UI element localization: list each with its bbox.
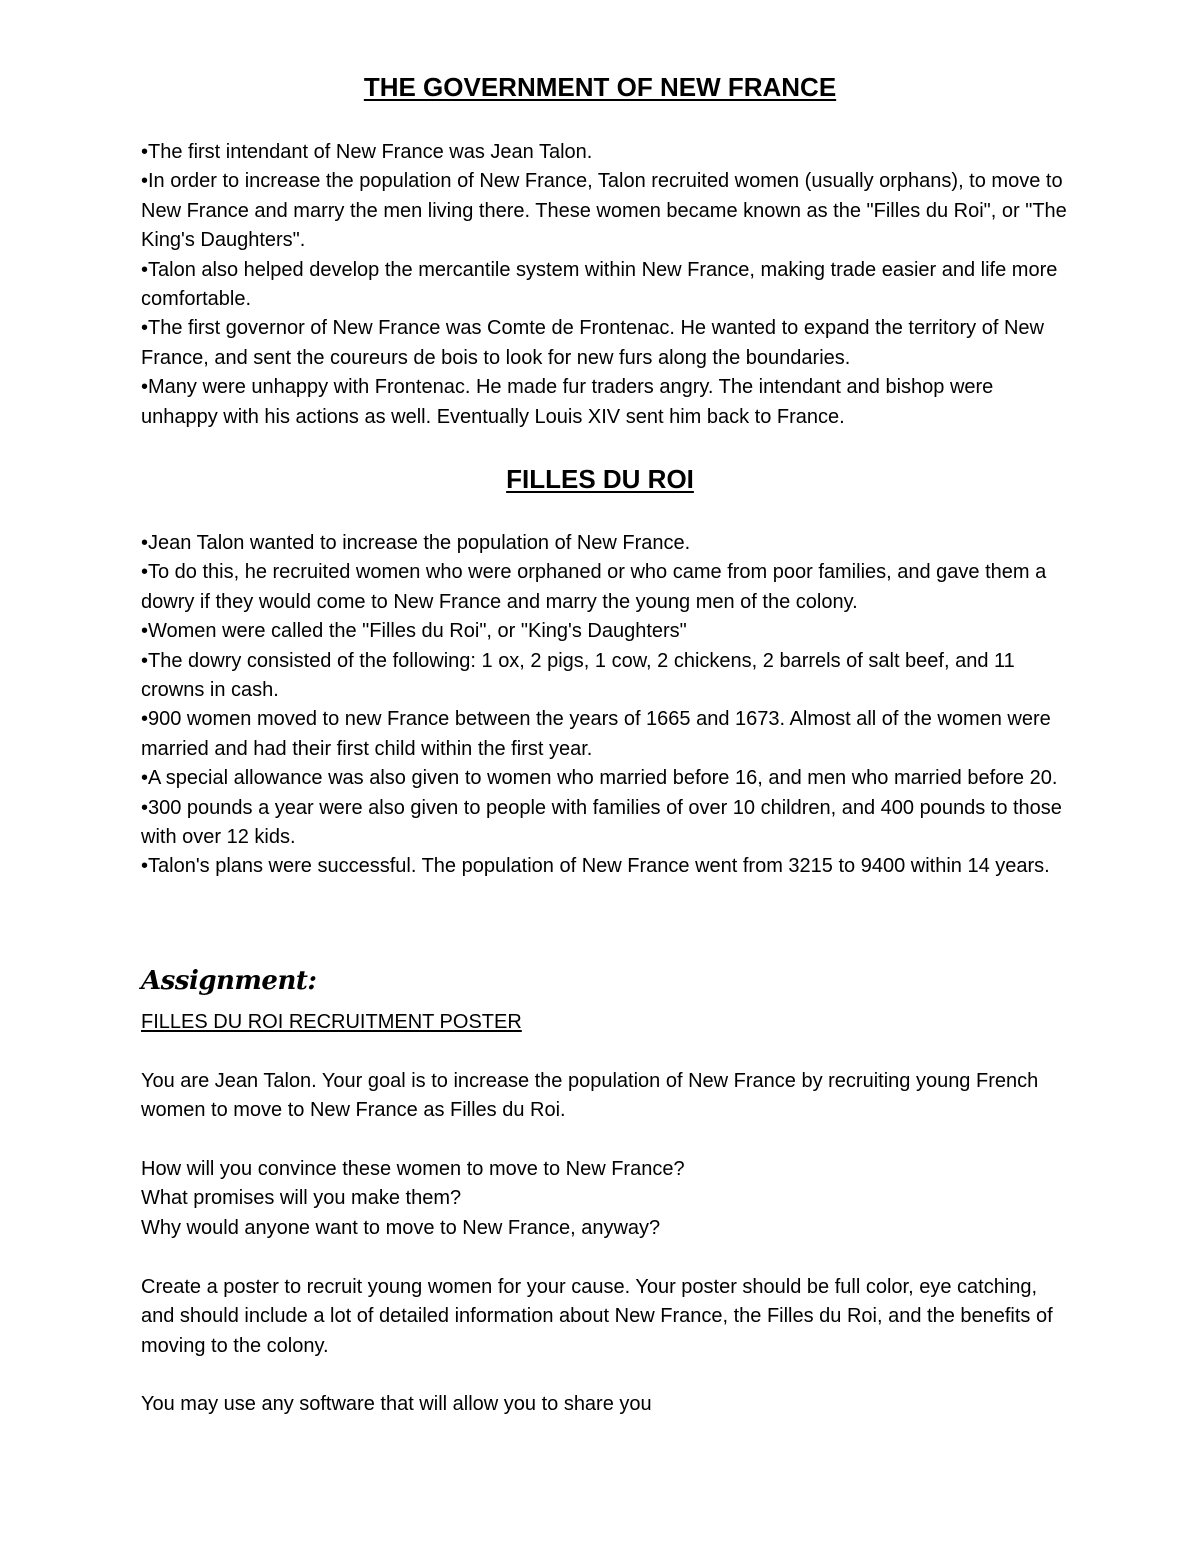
question-item: Why would anyone want to move to New France, anyway? [141, 1216, 661, 1239]
list-item: •In order to increase the population of New France, Talon recruited women (usually orphans), to move to New France and marry the men living there. These women became known as the "Filles du Roi", or "The King's Daughters". [141, 170, 1067, 252]
list-item: •Many were unhappy with Frontenac. He made fur traders angry. The intendant and bishop were unhappy with his actions as well. Eventually Louis XIV sent him back to France. [141, 376, 994, 428]
question-item: What promises will you make them? [141, 1187, 462, 1210]
list-item: •The first governor of New France was Comte de Frontenac. He wanted to expand the territory of New France, and sent the coureurs de bois to look for new furs along the boundaries. [141, 317, 1044, 369]
list-item: •Jean Talon wanted to increase the population of New France. [141, 532, 691, 554]
list-item: •The dowry consisted of the following: 1 ox, 2 pigs, 1 cow, 2 chickens, 2 barrels of salt beef, and 11 crowns in cash. [141, 649, 1015, 702]
question-item: How will you convince these women to move to New France? [141, 1158, 685, 1180]
list-item: •Talon also helped develop the mercantile system within New France, making trade easier and life more comfortable. [141, 258, 1058, 311]
filles-du-roi-bullet-list [141, 529, 1071, 882]
list-item: •Talon's plans were successful. The population of New France went from 3215 to 9400 within 14 years. [141, 855, 1050, 878]
list-item: •Women were called the "Filles du Roi", or "King's Daughters" [141, 620, 687, 643]
section-title-government: THE GOVERNMENT OF NEW FRANCE [363, 72, 837, 102]
assignment-closing: You may use any software that will allow you to share you [141, 1393, 652, 1415]
list-item: •900 women moved to new France between the years of 1665 and 1673. Almost all of the women were married and had their first child within the first year. [141, 708, 1051, 760]
government-bullet-list [141, 138, 1071, 432]
poster-title: FILLES DU ROI RECRUITMENT POSTER [141, 1011, 522, 1033]
list-item: •300 pounds a year were also given to people with families of over 10 children, and 400 pounds to those with over 12 kids. [141, 796, 1062, 849]
list-item: •The first intendant of New France was Jean Talon. [141, 141, 593, 163]
assignment-instructions: Create a poster to recruit young women for your cause. Your poster should be full color, eye catching, and should include a lot of detailed information about New France, the Filles du Roi, and the benefits of moving to the colony. [141, 1276, 1053, 1357]
assignment-intro: You are Jean Talon. Your goal is to increase the population of New France by recruiting young French women to move to New France as Filles du Roi. [141, 1070, 1039, 1122]
list-item: •To do this, he recruited women who were orphaned or who came from poor families, and gave them a dowry if they would come to New France and marry the young men of the colony. [141, 561, 1047, 613]
list-item: •A special allowance was also given to women who married before 16, and men who married before 20. [141, 767, 1058, 790]
section-title-filles-du-roi: FILLES DU ROI [506, 464, 694, 494]
assignment-questions [141, 1155, 1071, 1243]
assignment-label: Assignment: [141, 966, 317, 996]
